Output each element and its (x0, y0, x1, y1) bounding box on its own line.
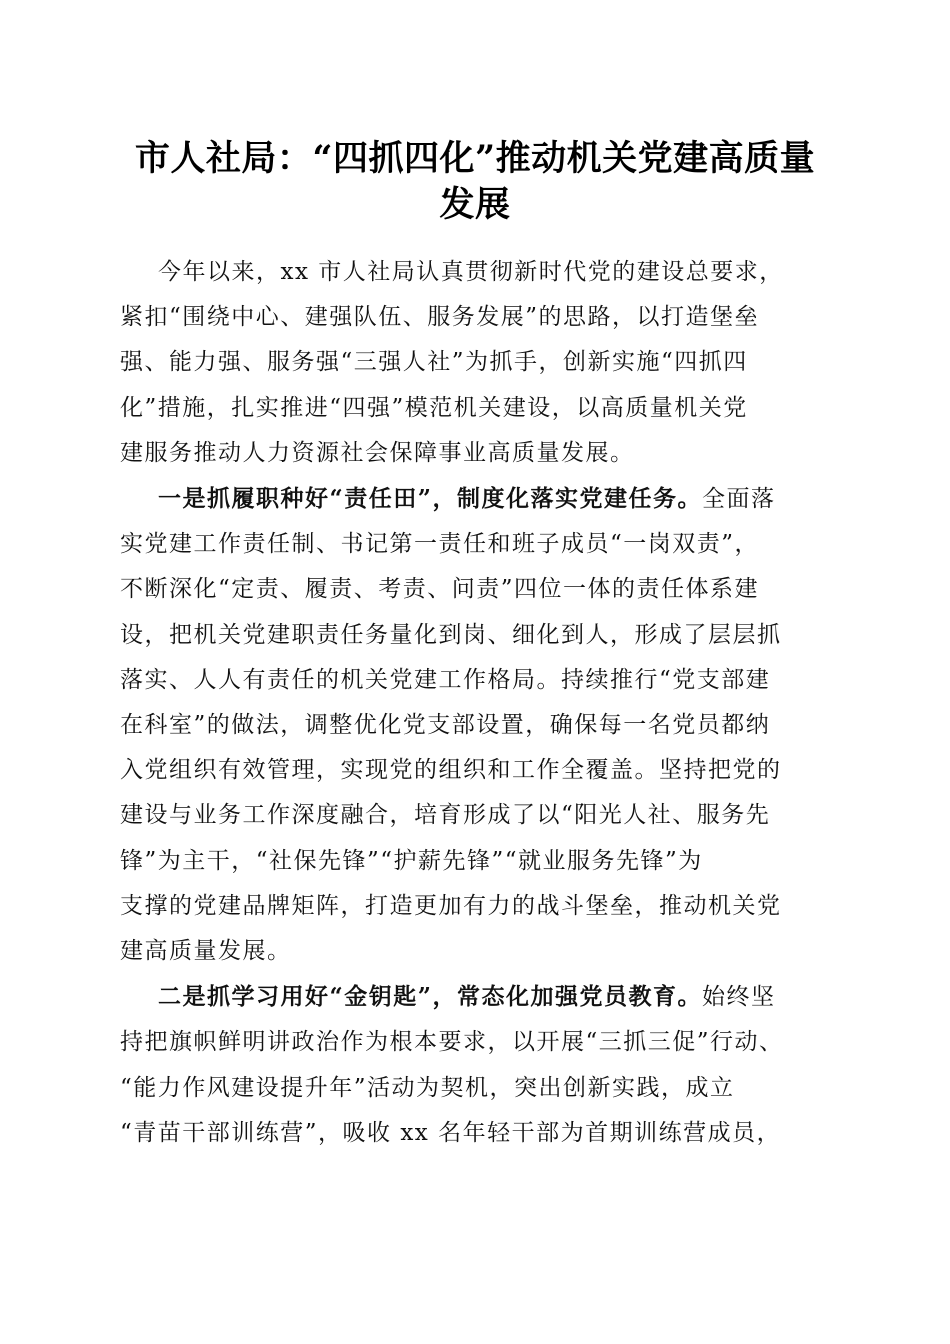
paragraph-line: 不断深化“定责、履责、考责、问责”四位一体的责任体系建 (120, 576, 760, 603)
paragraph-line: 锋”为主干，“社保先锋”“护薪先锋”“就业服务先锋”为 (120, 847, 703, 874)
title-line-2: 发展 (439, 184, 511, 225)
paragraph-line: “青苗干部训练营”，吸收 xx 名年轻干部为首期训练营成员， (120, 1119, 782, 1146)
paragraph-line: 支撑的党建品牌矩阵，打造更加有力的战斗堡垒，推动机关党 (120, 892, 782, 919)
paragraph-first-line (120, 476, 840, 522)
paragraph-line: 落实、人人有责任的机关党建工作格局。持续推行“党支部建 (120, 666, 771, 693)
paragraph-line: 建高质量发展。 (120, 938, 292, 965)
paragraph-lead-heading: 一是抓履职种好“责任田”，制度化落实党建任务。 (158, 485, 702, 513)
paragraph-lead-rest: 全面落 (701, 486, 776, 513)
title-line-1: 市人社局：“四抓四化”推动机关党建高质量 (134, 138, 816, 179)
paragraph-line: 设，把机关党建职责任务量化到岗、细化到人，形成了层层抓 (120, 621, 782, 648)
document-body (120, 250, 840, 1156)
paragraph-line: “能力作风建设提升年”活动为契机，突出创新实践，成立 (120, 1074, 735, 1101)
paragraph-line: 建设与业务工作深度融合，培育形成了以“阳光人社、服务先 (120, 802, 771, 829)
paragraph-lead-heading: 二是抓学习用好“金钥匙”，常态化加强党员教育。 (158, 983, 702, 1011)
paragraph-first-line (120, 974, 840, 1020)
paragraph-lead-rest: 始终坚 (701, 984, 776, 1011)
paragraph-intro (120, 250, 840, 476)
paragraph-line: 化”措施，扎实推进“四强”模范机关建设，以高质量机关党 (120, 394, 748, 421)
paragraph-line: 持把旗帜鲜明讲政治作为根本要求，以开展“三抓三促”行动、 (120, 1029, 784, 1056)
paragraph-line: 建服务推动人力资源社会保障事业高质量发展。 (120, 439, 635, 466)
paragraph-line: 实党建工作责任制、书记第一责任和班子成员“一岗双责”， (120, 531, 760, 558)
paragraph-line: 入党组织有效管理，实现党的组织和工作全覆盖。坚持把党的 (120, 757, 782, 784)
paragraph-line: 今年以来，xx 市人社局认真贯彻新时代党的建设总要求， (158, 259, 784, 285)
paragraph-point-two (120, 974, 840, 1156)
document-title (110, 136, 840, 228)
paragraph-line: 在科室”的做法，调整优化党支部设置，确保每一名党员都纳 (120, 712, 771, 739)
paragraph-line: 强、能力强、服务强“三强人社”为抓手，创新实施“四抓四 (120, 349, 748, 376)
paragraph-point-one (120, 476, 840, 974)
paragraph-line: 紧扣“围绕中心、建强队伍、服务发展”的思路，以打造堡垒 (120, 304, 760, 331)
